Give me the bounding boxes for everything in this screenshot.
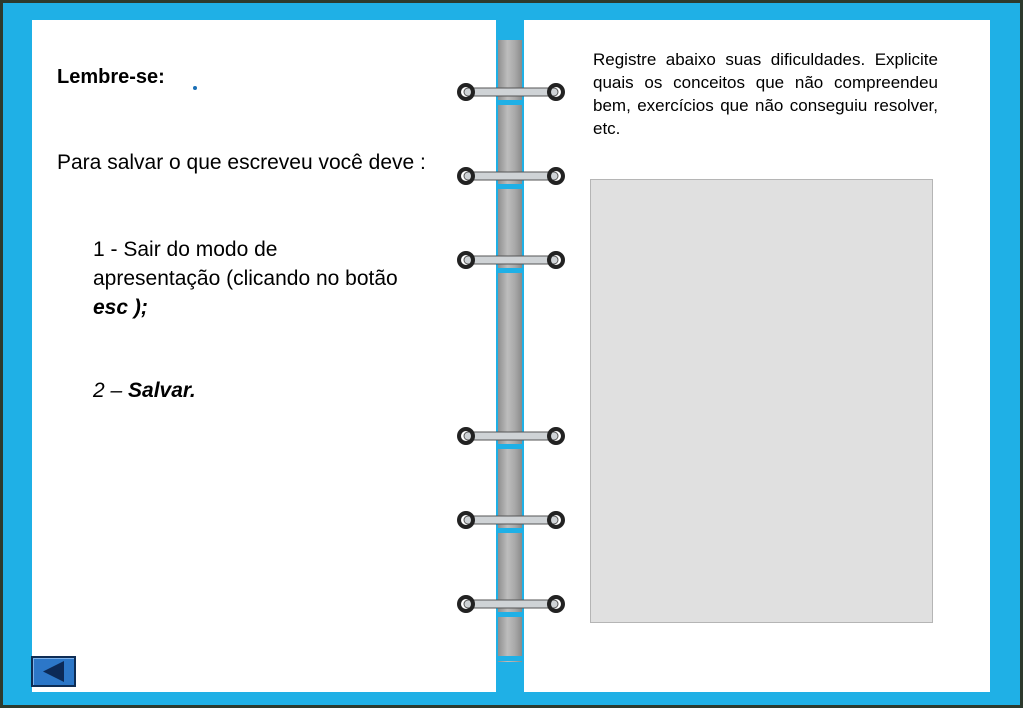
esc-key-label: esc );	[93, 296, 148, 319]
step-exit-presentation	[93, 235, 403, 322]
binder-ring-icon	[456, 506, 566, 534]
reminder-title: Lembre-se:	[57, 66, 165, 88]
left-page	[32, 20, 496, 692]
save-action-label: Salvar.	[128, 379, 196, 402]
difficulties-prompt: Registre abaixo suas dificuldades. Explicite quais os conceitos que não compreendeu bem, exercícios que não conseguiu resolver, etc.	[593, 50, 938, 138]
binder-ring-icon	[456, 246, 566, 274]
save-instructions: Para salvar o que escreveu você deve :	[57, 151, 426, 174]
decorative-dot	[193, 86, 197, 90]
binder-ring-icon	[456, 78, 566, 106]
back-button[interactable]	[31, 656, 76, 687]
triangle-left-icon	[33, 658, 74, 685]
step1-text: 1 - Sair do modo de apresentação (clicando no botão	[93, 238, 398, 290]
binder-ring-icon	[456, 162, 566, 190]
step-save	[93, 376, 196, 405]
binder-ring-icon	[456, 590, 566, 618]
notebook-spine	[498, 40, 522, 662]
step2-number: 2 –	[93, 379, 129, 402]
binder-ring-icon	[456, 422, 566, 450]
answer-text-box[interactable]	[590, 179, 933, 623]
spine-mark	[498, 656, 522, 661]
